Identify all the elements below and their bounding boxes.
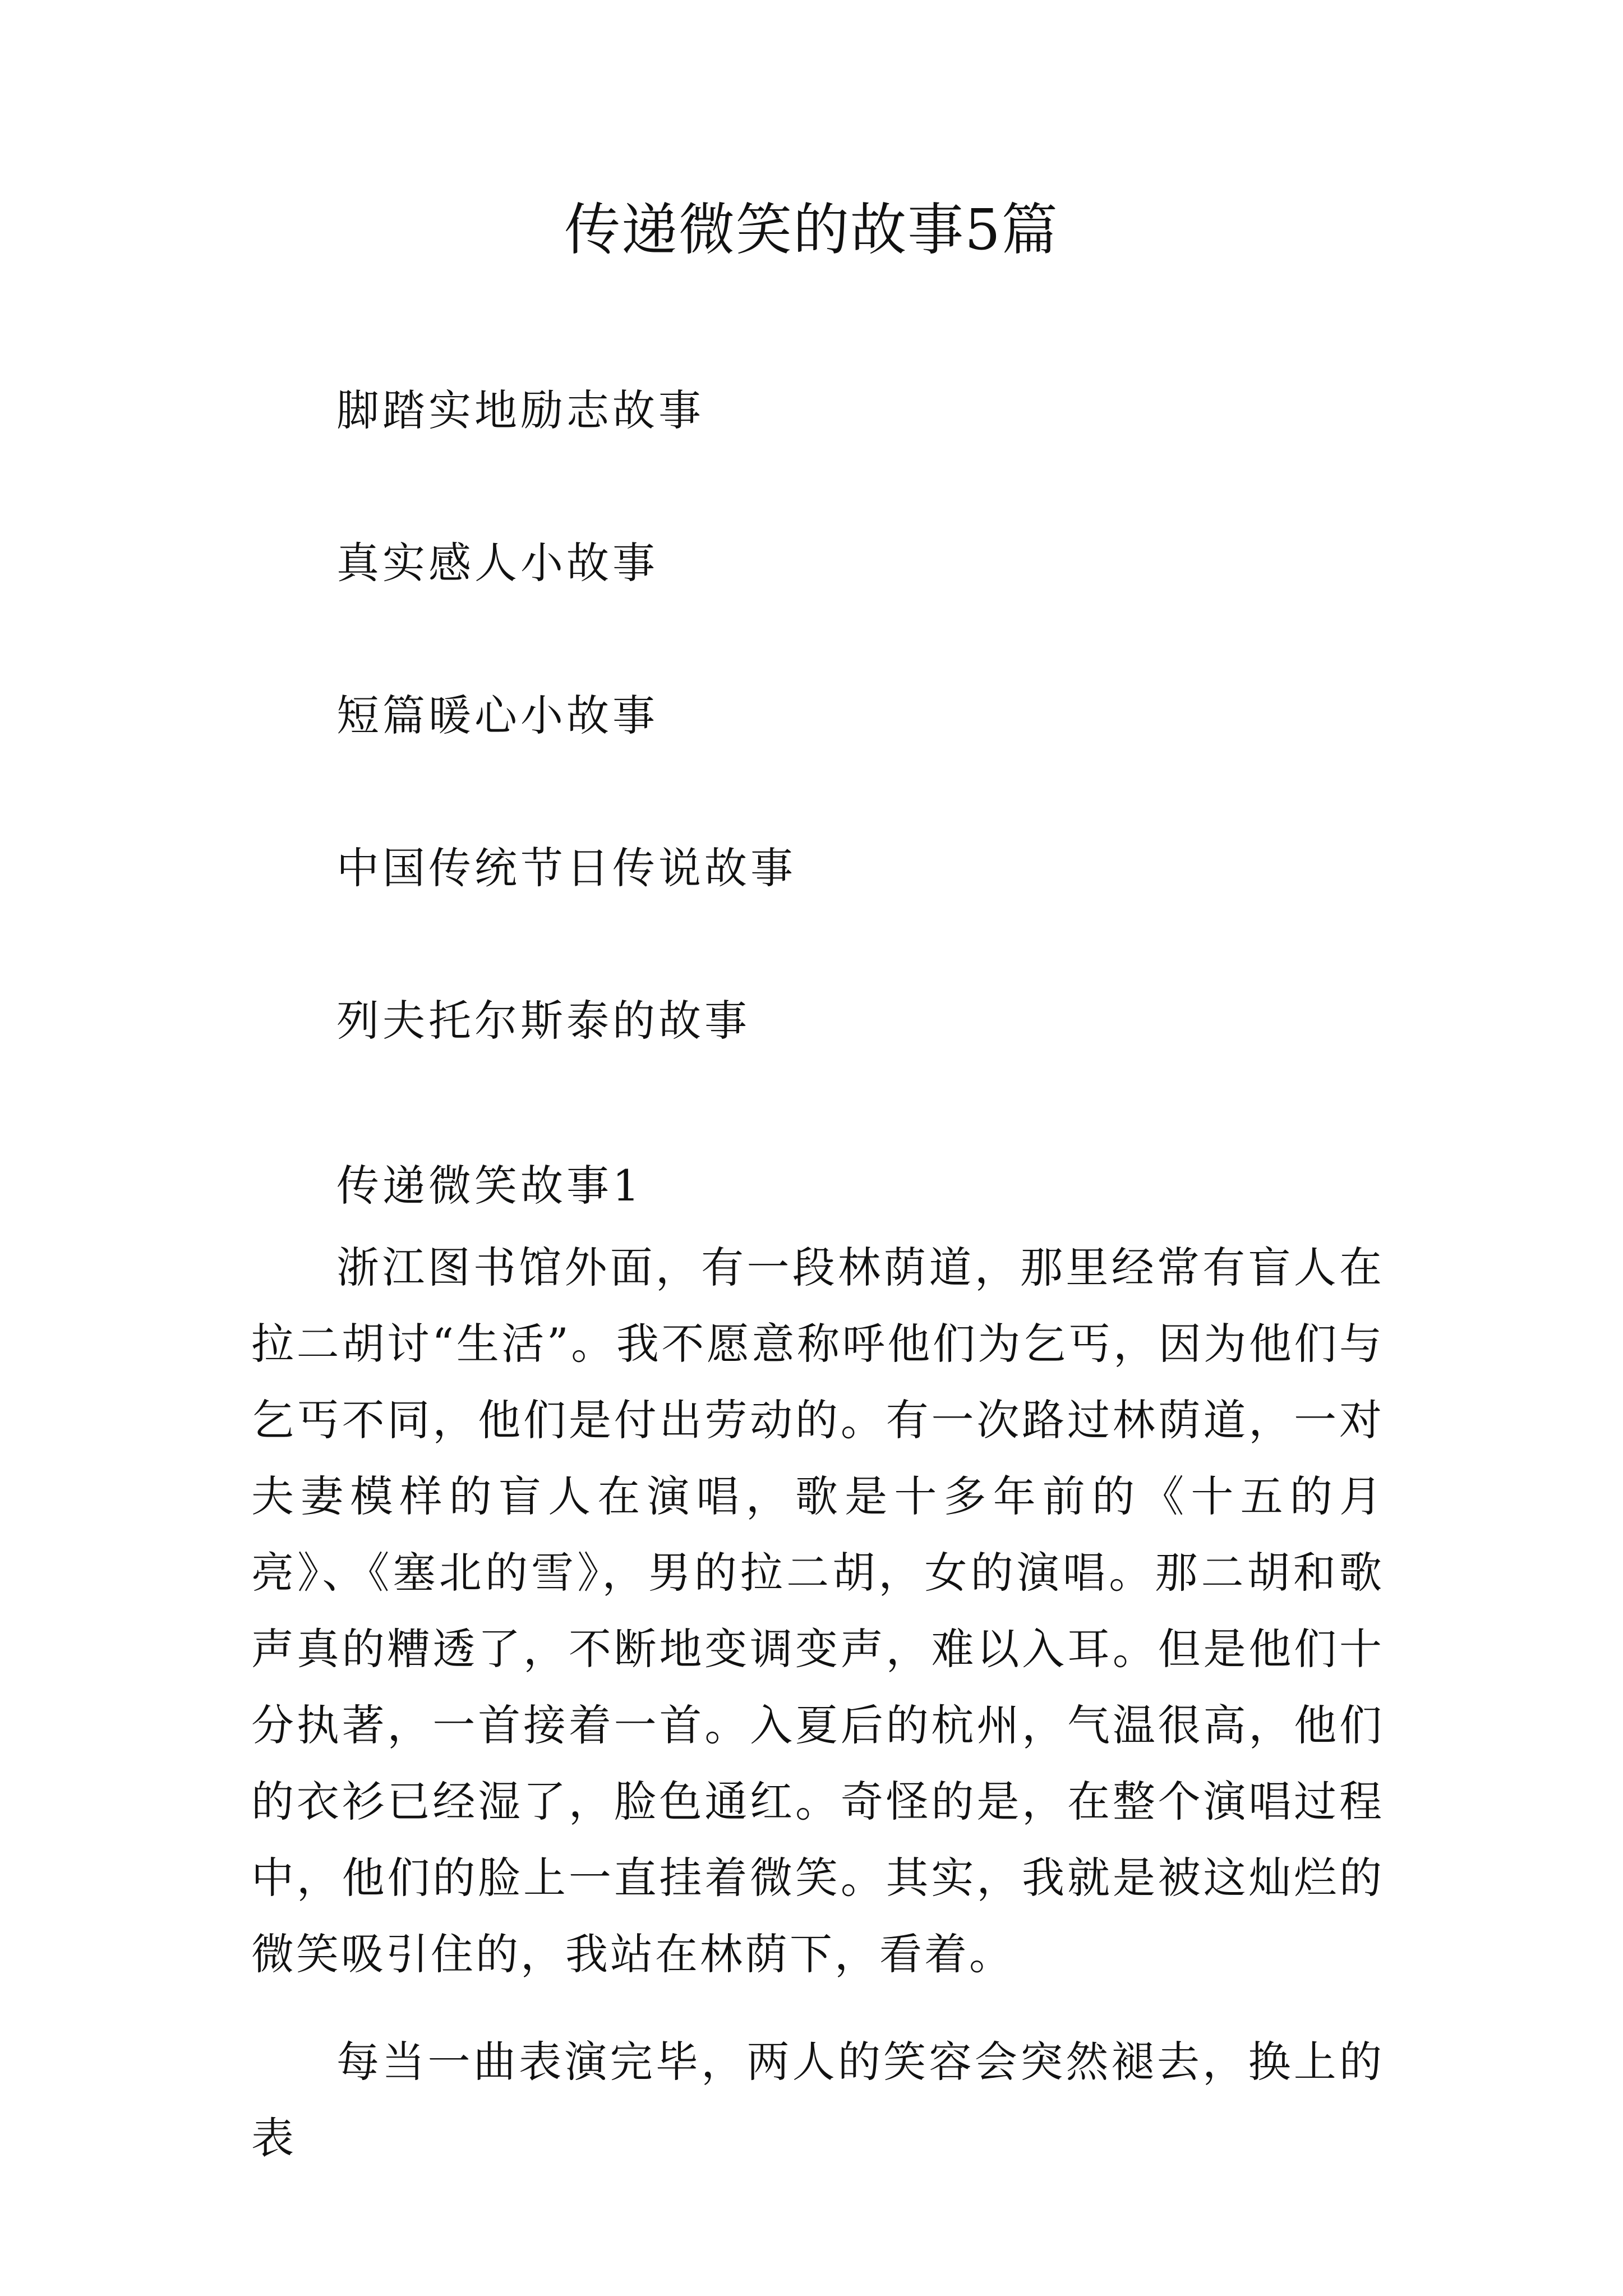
story-paragraph: 浙江图书馆外面，有一段林荫道，那里经常有盲人在拉二胡讨“生活”。我不愿意称呼他们为乞丐，因为他们与乞丐不同，他们是付出劳动的。有一次路过林荫道，一对夫妻模样的盲人在演唱，歌是十多年前的《十五的月亮》、《塞北的雪》，男的拉二胡，女的演唱。那二胡和歌声真的糟透了，不断地变调变声，难以入耳。但是他们十分执著，一首接着一首。入夏后的杭州，气温很高，他们的衣衫已经湿了，脸色通红。奇怪的是，在整个演唱过程中，他们的脸上一直挂着微笑。其实，我就是被这灿烂的微笑吸引住的，我站在林荫下，看着。 <box>251 1243 1384 1979</box>
related-link-3[interactable]: 短篇暖心小故事 <box>336 691 658 740</box>
related-link-5[interactable]: 列夫托尔斯泰的故事 <box>336 996 750 1046</box>
related-links <box>336 377 1458 1140</box>
related-link-2[interactable]: 真实感人小故事 <box>336 538 658 588</box>
related-link-4[interactable]: 中国传统节日传说故事 <box>336 843 796 893</box>
story-heading: 传递微笑故事1 <box>336 1161 643 1211</box>
story-paragraph: 每当一曲表演完毕，两人的笑容会突然褪去，换上的表 <box>251 2037 1384 2163</box>
related-link-1[interactable]: 脚踏实地励志故事 <box>336 385 704 435</box>
story-section <box>251 1152 1384 2208</box>
document-title: 传递微笑的故事5篇 <box>564 197 1059 263</box>
